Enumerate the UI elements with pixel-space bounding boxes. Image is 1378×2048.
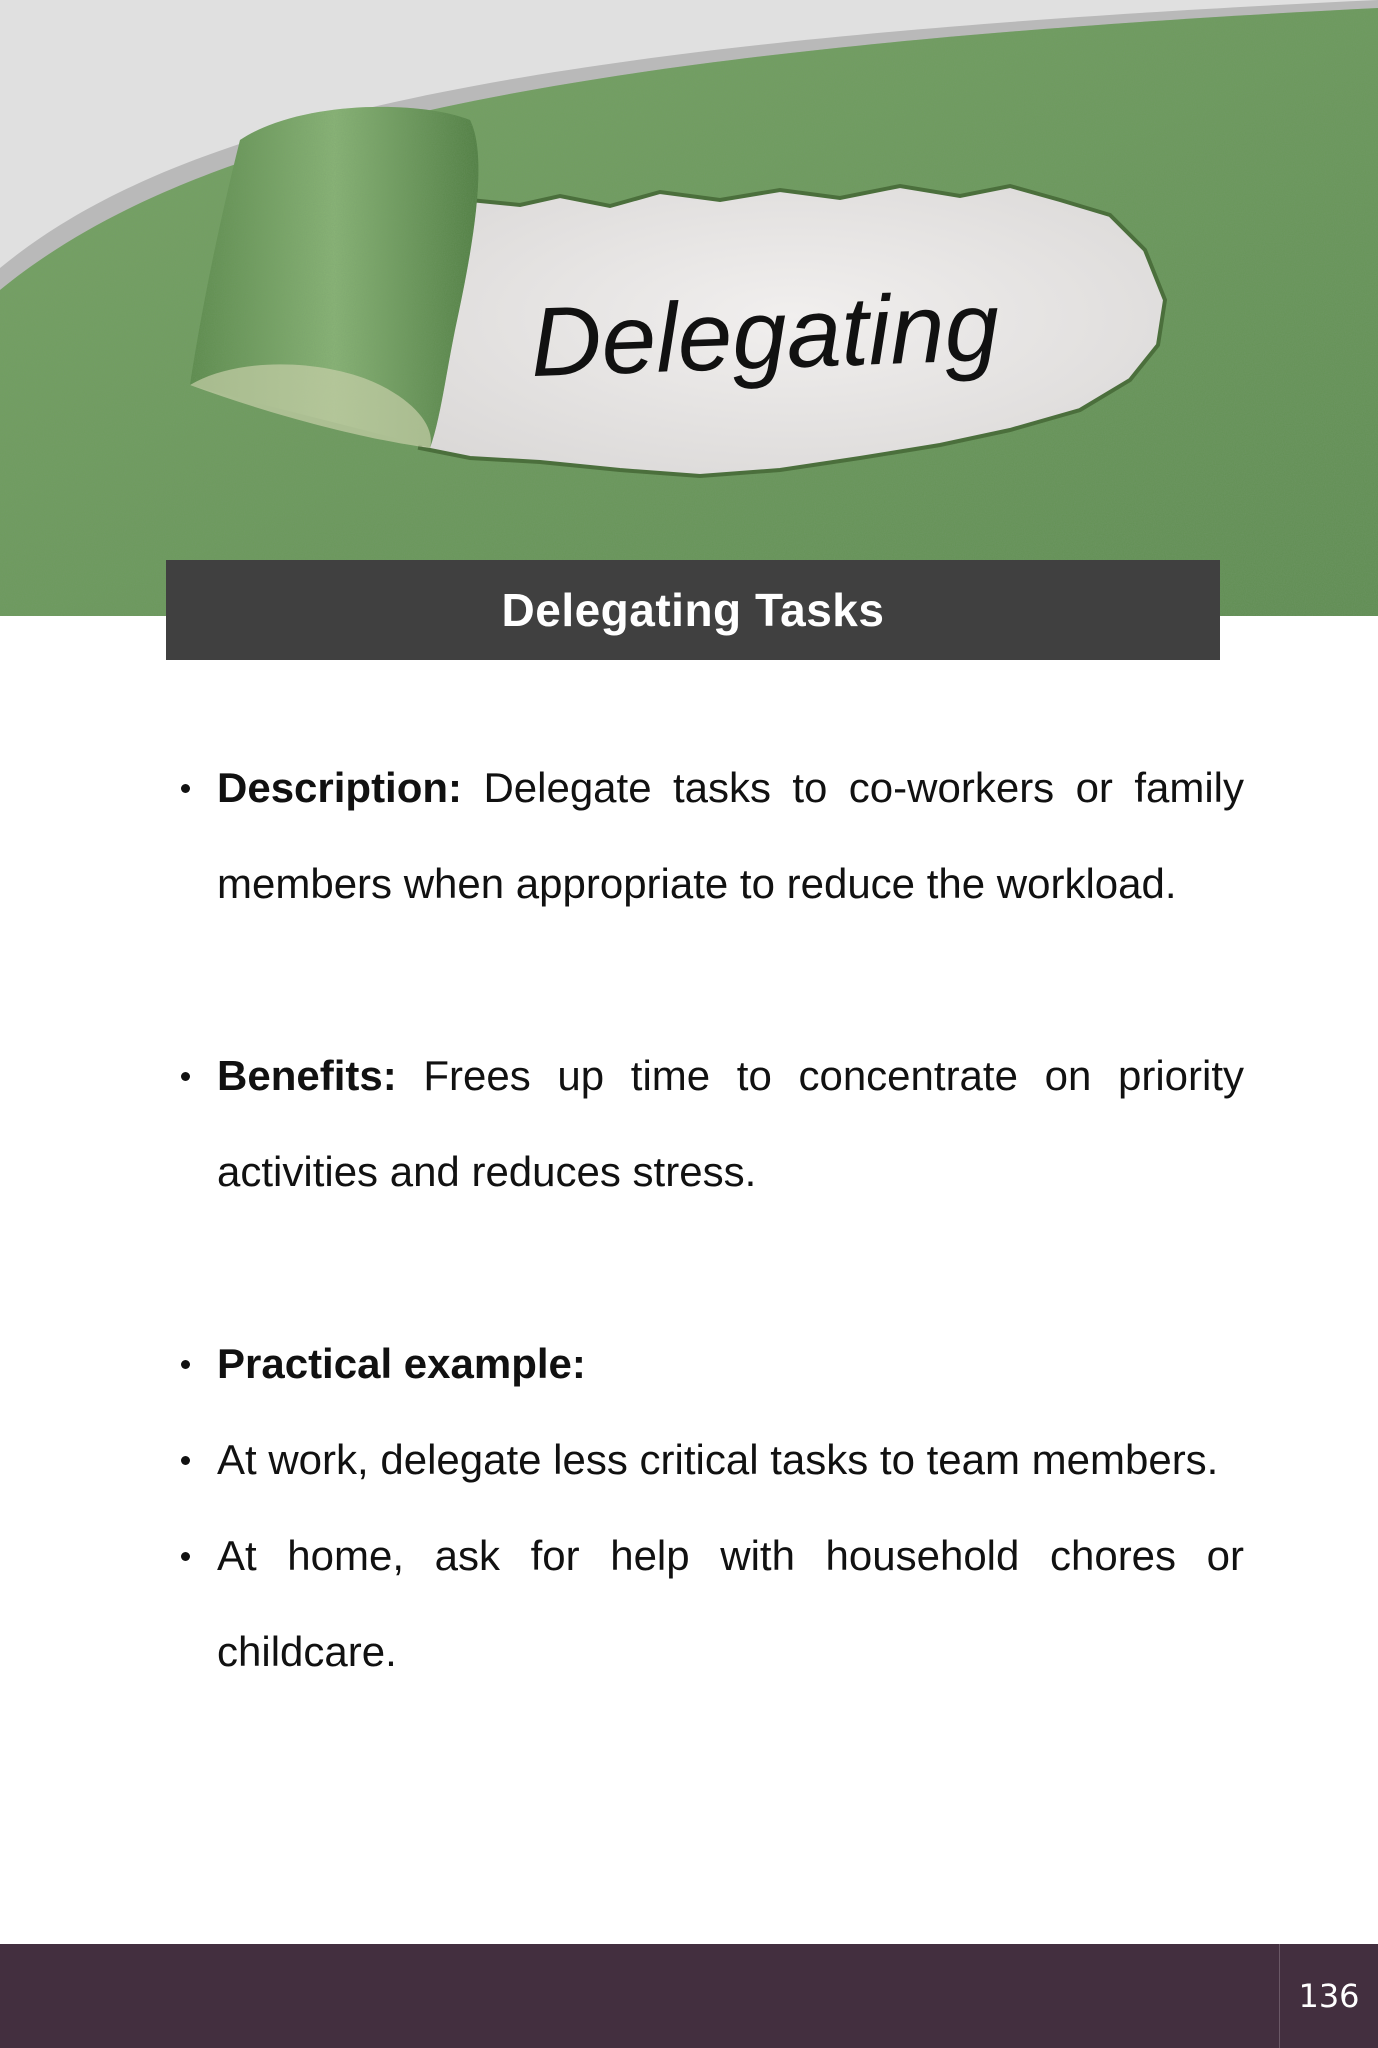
page-number: 136 (1298, 1977, 1360, 2015)
list-item-work (166, 1412, 1244, 1508)
title-bar (166, 560, 1220, 660)
list-item-home (166, 1508, 1244, 1700)
page-title: Delegating Tasks (501, 584, 885, 636)
item-text: Frees up time to concentrate on priority activities and reduces stress. (217, 1052, 1244, 1195)
list-item-practical-example (166, 1316, 1244, 1412)
list-item-description (166, 740, 1244, 932)
header-image (0, 0, 1378, 616)
item-text: At work, delegate less critical tasks to team members. (217, 1436, 1219, 1483)
item-text: Delegate tasks to co-workers or family members when appropriate to reduce the workload. (217, 764, 1244, 907)
list-item-benefits (166, 1028, 1244, 1220)
hero-word: Delegating (528, 270, 1001, 398)
footer (0, 1944, 1378, 2048)
bullet-list (166, 740, 1244, 1700)
item-text: At home, ask for help with household chores or childcare. (217, 1532, 1244, 1675)
page-number-box (1279, 1944, 1378, 2048)
item-label: Benefits: (217, 1052, 397, 1099)
item-label: Practical example: (217, 1340, 586, 1387)
item-label: Description: (217, 764, 463, 811)
